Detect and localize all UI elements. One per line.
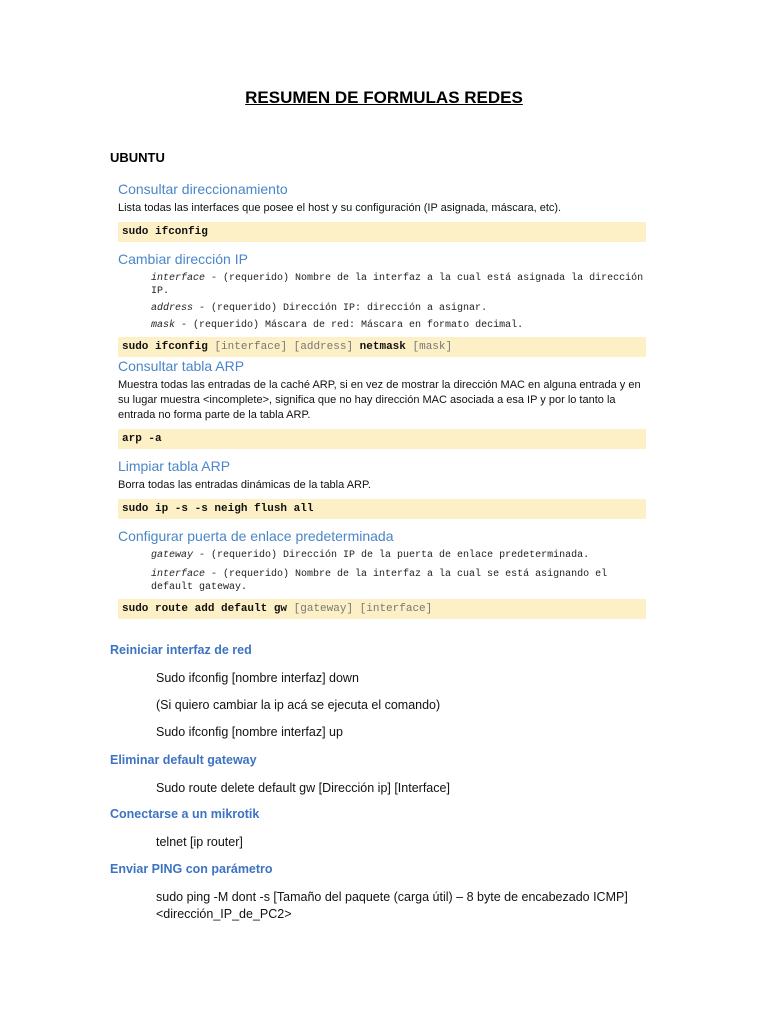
command-part: netmask [359, 341, 406, 353]
note-line: Sudo route delete default gw [Dirección ip] [Interface] [156, 781, 450, 795]
command-text: sudo ip -s -s neigh flush all [122, 503, 314, 515]
command-arg: [gateway] [interface] [293, 603, 433, 615]
block-cambiar-ip [118, 251, 646, 357]
command-box [118, 599, 646, 619]
param-name: interface [151, 273, 206, 284]
heading-reiniciar: Reiniciar interfaz de red [110, 643, 252, 657]
heading-eliminar-gateway: Eliminar default gateway [110, 753, 257, 767]
block-heading: Limpiar tabla ARP [118, 458, 231, 474]
block-consultar [118, 181, 646, 242]
param-line [118, 302, 646, 315]
param-name: gateway [151, 550, 194, 561]
param-line [118, 568, 646, 594]
command-box [118, 429, 646, 449]
block-description: Muestra todas las entradas de la caché ARP, si en vez de mostrar la dirección MAC en alguna entrada y en su lugar muestra <incomplete>, significa que no hay dirección MAC asociada a esa IP y por lo tanto la entrada no forma parte de la tabla ARP. [118, 379, 641, 421]
block-description: Borra todas las entradas dinámicas de la tabla ARP. [118, 479, 371, 491]
param-name: address [151, 303, 194, 314]
heading-mikrotik: Conectarse a un mikrotik [110, 807, 260, 821]
command-arg: [interface] [address] [214, 341, 354, 353]
note-line: Sudo ifconfig [nombre interfaz] up [156, 725, 343, 739]
block-gateway [118, 528, 646, 619]
note-line: (Si quiero cambiar la ip acá se ejecuta el comando) [156, 698, 441, 712]
param-text: - (requerido) Máscara de red: Máscara en formato decimal. [175, 320, 524, 331]
block-heading: Consultar tabla ARP [118, 358, 245, 374]
param-name: interface [151, 569, 206, 580]
command-box [118, 499, 646, 519]
note-line: Sudo ifconfig [nombre interfaz] down [156, 671, 359, 685]
command-part: sudo ifconfig [122, 341, 208, 353]
block-consultar-arp [118, 358, 646, 449]
page-title: RESUMEN DE FORMULAS REDES [245, 88, 523, 107]
note-line: <dirección_IP_de_PC2> [156, 907, 292, 921]
note-line: sudo ping -M dont -s [Tamaño del paquete (carga útil) – 8 byte de encabezado ICMP] [156, 890, 628, 904]
block-heading: Cambiar dirección IP [118, 251, 248, 267]
section-label-ubuntu: UBUNTU [110, 150, 165, 165]
command-text: arp -a [122, 433, 162, 445]
param-text: - (requerido) Dirección IP de la puerta de enlace predeterminada. [193, 550, 590, 561]
command-text: sudo ifconfig [122, 226, 208, 238]
param-line [118, 272, 646, 298]
param-text: - (requerido) Nombre de la interfaz a la cual se está asignando el default gateway. [151, 569, 608, 593]
param-text: - (requerido) Dirección IP: dirección a asignar. [193, 303, 488, 314]
param-line [118, 319, 646, 332]
note-line: telnet [ip router] [156, 835, 243, 849]
param-text: - (requerido) Nombre de la interfaz a la cual está asignada la dirección IP. [151, 273, 644, 297]
heading-ping: Enviar PING con parámetro [110, 862, 273, 876]
block-heading: Consultar direccionamiento [118, 181, 288, 197]
block-limpiar-arp [118, 458, 646, 519]
command-box [118, 222, 646, 242]
command-box [118, 337, 646, 357]
param-line [118, 549, 646, 562]
block-description: Lista todas las interfaces que posee el host y su configuración (IP asignada, máscara, etc). [118, 202, 562, 214]
param-name: mask [151, 320, 176, 331]
block-heading: Configurar puerta de enlace predeterminada [118, 528, 394, 544]
command-part: sudo route add default gw [122, 603, 288, 615]
command-arg: [mask] [412, 341, 453, 353]
